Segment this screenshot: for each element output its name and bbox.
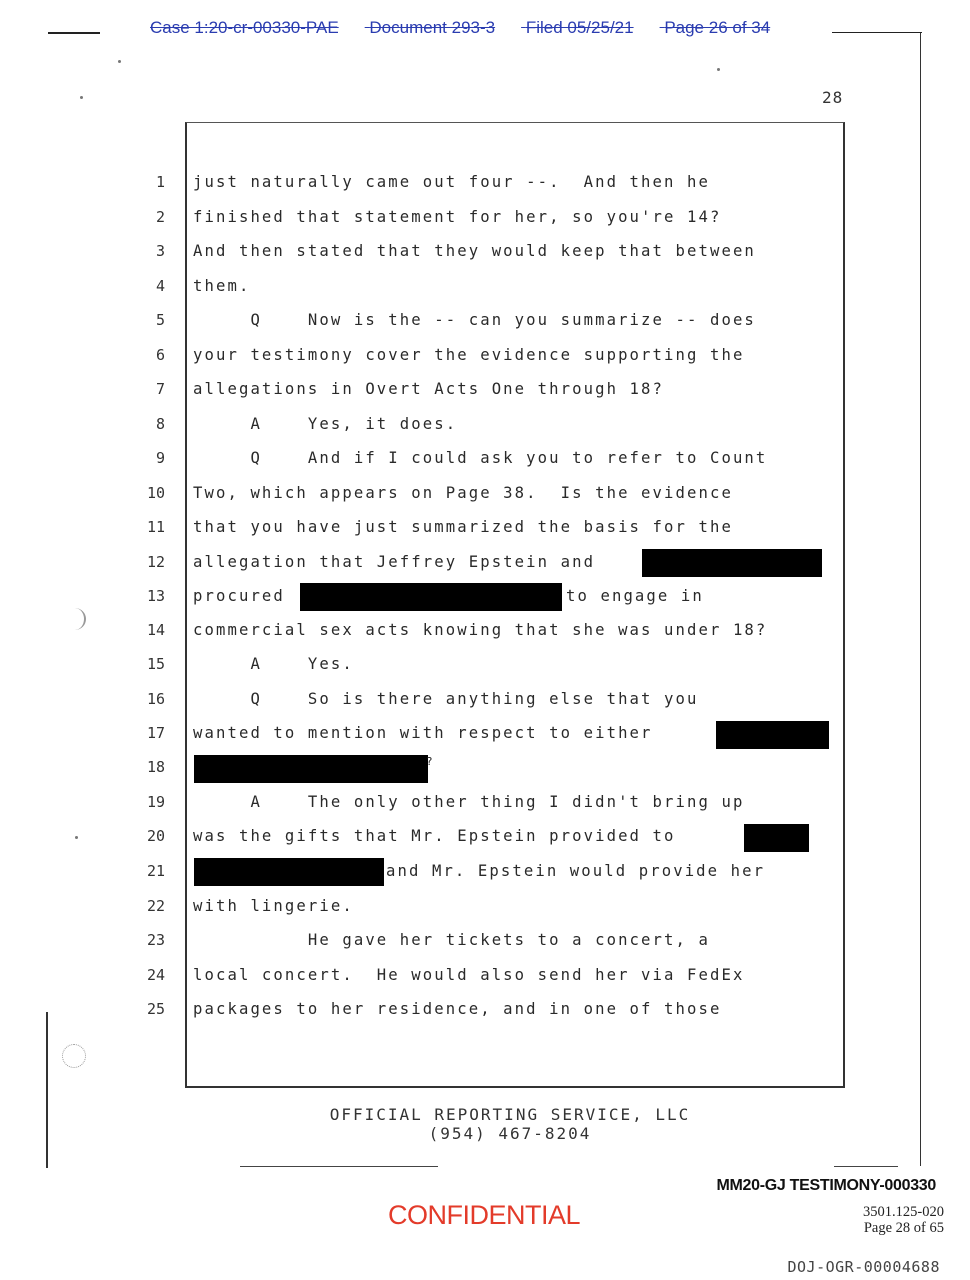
reporting-service-name: OFFICIAL REPORTING SERVICE, LLC (329, 1105, 691, 1124)
line-number: 7 (155, 380, 165, 398)
transcript-line: local concert. He would also send her via FedEx (193, 966, 745, 984)
transcript-page-number: 28 (822, 88, 844, 107)
transcript-line: And then stated that they would keep that between (193, 242, 756, 260)
frame-bottom-rule (240, 1166, 438, 1167)
doj-bates-number: DOJ-OGR-00004688 (787, 1258, 940, 1276)
line-number: 15 (146, 655, 165, 673)
transcript-line: allegation that Jeffrey Epstein and (193, 553, 596, 571)
line-number: 3 (155, 242, 165, 260)
confidential-stamp: CONFIDENTIAL (388, 1200, 581, 1230)
transcript-line: Q And if I could ask you to refer to Count (193, 449, 768, 467)
line-number: 13 (146, 587, 165, 605)
exhibit-page: Page 28 of 65 (863, 1220, 944, 1236)
exhibit-info (863, 1204, 944, 1236)
line-number: 14 (146, 621, 165, 639)
redaction-box (716, 721, 829, 749)
transcript-line: packages to her residence, and in one of those (193, 1000, 722, 1018)
right-border-line (920, 33, 921, 1166)
transcript-line: wanted to mention with respect to either (193, 724, 653, 742)
reporting-service-phone: (954) 467-8204 (428, 1124, 592, 1143)
filed-date: Filed 05/25/21 (525, 18, 634, 37)
line-number: 1 (155, 173, 165, 191)
filing-page: Page 26 of 34 (664, 18, 771, 37)
line-number: 23 (146, 931, 165, 949)
transcript-line: procured (193, 587, 285, 605)
line-number: 2 (155, 208, 165, 226)
redaction-box (194, 755, 428, 783)
redaction-box (642, 549, 822, 577)
transcript-line: them. (193, 277, 251, 295)
transcript-line: Q So is there anything else that you (193, 690, 699, 708)
transcript-line: A Yes. (193, 655, 354, 673)
line-number: 12 (146, 553, 165, 571)
line-number: 17 (146, 724, 165, 742)
frame-bottom-rule-right (834, 1166, 898, 1167)
transcript-line: your testimony cover the evidence supporting the (193, 346, 745, 364)
redaction-box (744, 824, 809, 852)
line-number: 8 (155, 415, 165, 433)
transcript-line: and Mr. Epstein would provide her (386, 862, 766, 880)
line-number: 9 (155, 449, 165, 467)
hole-punch-mark (74, 608, 86, 630)
court-filing-header (150, 18, 830, 38)
line-number: 5 (155, 311, 165, 329)
transcript-line: finished that statement for her, so you're 14? (193, 208, 722, 226)
line-number: 24 (146, 966, 165, 984)
line-number: 6 (155, 346, 165, 364)
transcript-line: ? (426, 755, 435, 768)
bates-label: MM20-GJ TESTIMONY-000330 (716, 1177, 936, 1194)
transcript-line: with lingerie. (193, 897, 354, 915)
line-number: 22 (146, 897, 165, 915)
line-number: 25 (146, 1000, 165, 1018)
transcript-line: allegations in Overt Acts One through 18? (193, 380, 665, 398)
line-number: 16 (146, 690, 165, 708)
transcript-line: commercial sex acts knowing that she was under 18? (193, 621, 768, 639)
left-border-line (46, 1012, 48, 1168)
transcript-line-continuation: to engage in (566, 587, 704, 605)
transcript-line: A The only other thing I didn't bring up (193, 793, 745, 811)
document-number: Document 293-3 (369, 18, 496, 37)
line-number: 19 (146, 793, 165, 811)
line-number: 20 (146, 827, 165, 845)
top-rule-left (48, 32, 100, 34)
line-number: 4 (155, 277, 165, 295)
scan-speck (75, 836, 78, 839)
transcript-line: Q Now is the -- can you summarize -- does (193, 311, 756, 329)
transcript-line: Two, which appears on Page 38. Is the evidence (193, 484, 733, 502)
hole-punch-mark (62, 1044, 86, 1068)
scan-speck (80, 96, 83, 99)
line-number: 18 (146, 758, 165, 776)
transcript-line: that you have just summarized the basis for the (193, 518, 733, 536)
transcript-line: He gave her tickets to a concert, a (193, 931, 710, 949)
line-number: 21 (146, 862, 165, 880)
line-number: 11 (146, 518, 165, 536)
transcript-line: was the gifts that Mr. Epstein provided to (193, 827, 676, 845)
transcript-line: just naturally came out four --. And then he (193, 173, 710, 191)
scan-speck (118, 60, 121, 63)
top-rule-right (832, 32, 922, 33)
redaction-box (194, 858, 384, 886)
transcript-line: A Yes, it does. (193, 415, 458, 433)
scan-speck (717, 68, 720, 71)
redaction-box (300, 583, 562, 611)
case-number: Case 1:20-cr-00330-PAE (150, 18, 339, 37)
line-number: 10 (146, 484, 165, 502)
exhibit-number: 3501.125-020 (863, 1204, 944, 1220)
